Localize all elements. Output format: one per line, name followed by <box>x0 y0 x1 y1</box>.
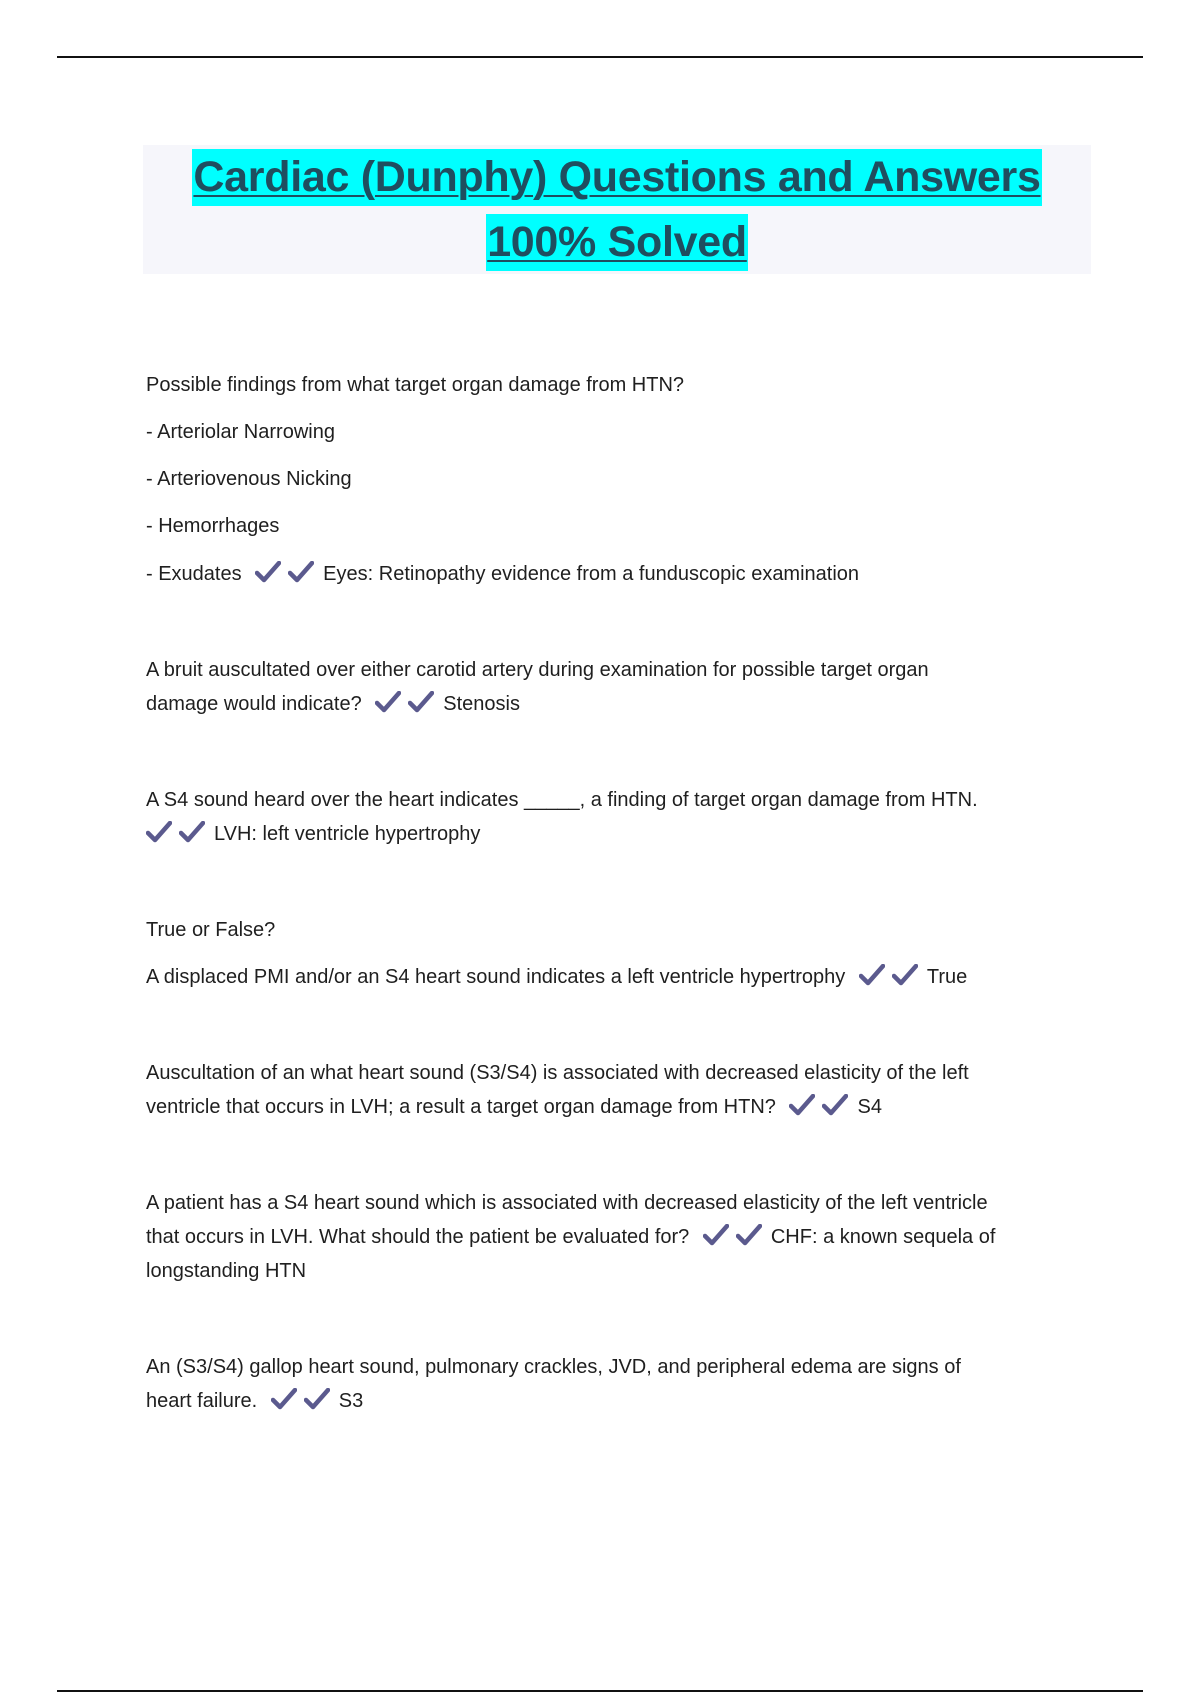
question-text: - Exudates <box>146 563 242 585</box>
answer-text: LVH: left ventricle hypertrophy <box>214 823 481 845</box>
qa-line <box>146 960 1086 994</box>
question-text: Auscultation of an what heart sound (S3/S4) is associated with decreased elasticity of the left <box>146 1062 969 1084</box>
question-text: Possible findings from what target organ damage from HTN? <box>146 374 685 396</box>
question-text: A bruit auscultated over either carotid artery during examination for possible target organ <box>146 659 929 681</box>
answer-text: Stenosis <box>443 693 520 715</box>
answer-text: CHF: a known sequela of <box>770 1226 996 1248</box>
qa-item-2 <box>146 653 1086 721</box>
qa-line <box>146 817 1086 851</box>
qa-item-7 <box>146 1350 1086 1418</box>
qa-line <box>146 557 1086 591</box>
question-text: heart failure. <box>146 1390 258 1412</box>
qa-item-6 <box>146 1186 1086 1288</box>
answer-text-continued: longstanding HTN <box>146 1260 307 1282</box>
double-checkmark-icon <box>146 817 212 851</box>
question-text: True or False? <box>146 919 276 941</box>
question-text: A displaced PMI and/or an S4 heart sound indicates a left ventricle hypertrophy <box>146 966 846 988</box>
answer-text: Eyes: Retinopathy evidence from a funduscopic examination <box>323 563 860 585</box>
double-checkmark-icon <box>789 1090 855 1124</box>
double-checkmark-icon <box>703 1220 769 1254</box>
answer-text: S3 <box>338 1390 364 1412</box>
qa-list <box>146 368 1086 1418</box>
qa-line <box>146 687 1086 721</box>
question-text: ventricle that occurs in LVH; a result a target organ damage from HTN? <box>146 1096 776 1118</box>
title-banner <box>143 145 1091 274</box>
qa-item-4 <box>146 913 1086 994</box>
answer-text: S4 <box>857 1096 882 1118</box>
question-text: that occurs in LVH. What should the patient be evaluated for? <box>146 1226 690 1248</box>
qa-line <box>146 1220 1086 1254</box>
double-checkmark-icon <box>859 960 925 994</box>
double-checkmark-icon <box>271 1384 337 1418</box>
qa-item-5 <box>146 1056 1086 1124</box>
document-title-line-2: 100% Solved <box>486 214 748 271</box>
qa-item-3 <box>146 783 1086 851</box>
double-checkmark-icon <box>255 557 321 591</box>
question-text: - Arteriolar Narrowing <box>146 421 335 443</box>
header-rule <box>57 56 1143 58</box>
document-title-line-1: Cardiac (Dunphy) Questions and Answers <box>192 149 1041 206</box>
qa-item-1 <box>146 368 1086 591</box>
question-text: A S4 sound heard over the heart indicates _____, a finding of target organ damage from HTN. <box>146 789 978 811</box>
qa-line <box>146 1090 1086 1124</box>
question-text: A patient has a S4 heart sound which is associated with decreased elasticity of the left ventricle <box>146 1192 988 1214</box>
double-checkmark-icon <box>375 687 441 721</box>
question-text: - Hemorrhages <box>146 515 280 537</box>
footer-rule <box>57 1690 1143 1692</box>
question-text: damage would indicate? <box>146 693 362 715</box>
answer-text: True <box>926 966 968 988</box>
qa-line <box>146 1384 1086 1418</box>
question-text: An (S3/S4) gallop heart sound, pulmonary crackles, JVD, and peripheral edema are signs of <box>146 1356 961 1378</box>
question-text: - Arteriovenous Nicking <box>146 468 352 490</box>
